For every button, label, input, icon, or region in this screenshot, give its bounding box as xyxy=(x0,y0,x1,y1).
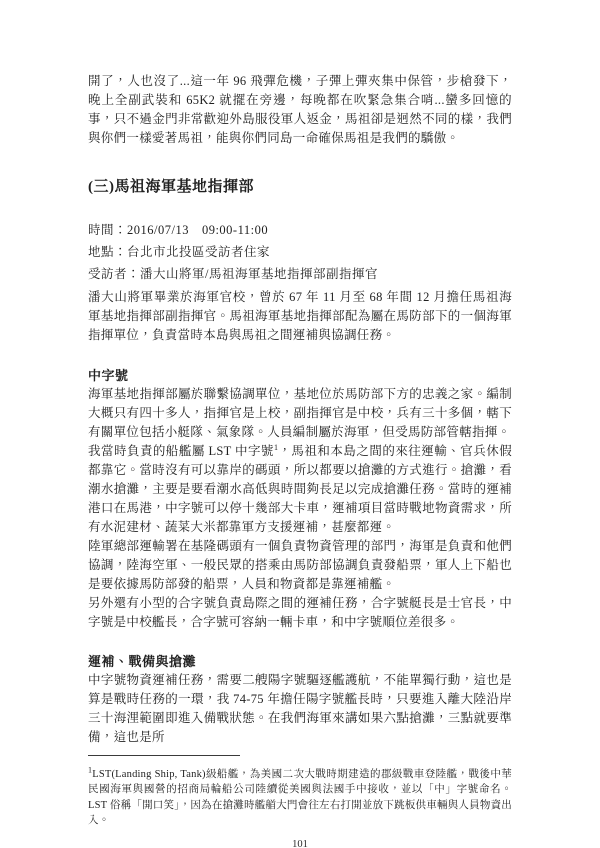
page-number: 101 xyxy=(292,839,308,848)
footnote-marker: 1 xyxy=(88,765,93,774)
subsection-heading-yunbu: 運補、戰備與搶灘 xyxy=(88,654,197,669)
paragraph-zhongzihao-4: 另外還有小型的合字號負責島際之間的運補任務，合字號艇長是士官長，中字號是中校艦長，合字號可容納一輛卡車，和中字號順位差很多。 xyxy=(88,596,512,629)
interview-meta xyxy=(88,219,512,285)
footnote xyxy=(88,767,512,829)
footnote-separator xyxy=(88,755,240,756)
subsection-heading-zhongzihao: 中字號 xyxy=(88,368,129,383)
paragraph-zhongzihao-2 xyxy=(88,442,512,537)
meta-time: 時間：2016/07/13 09:00-11:00 xyxy=(88,223,269,237)
paragraph-zhongzihao-2-pre: 我當時負責的船艦屬 LST 中字號 xyxy=(88,444,274,458)
paragraph-zhongzihao-1: 海軍基地指揮部屬於聯繫協調單位，基地位於馬防部下方的忠義之家。編制大概只有四十多人，指揮官是上校，副指揮官是中校，兵有三十多個，轄下有關單位包括小艇隊、氣象隊。人員編制屬於海軍，但受馬防部管轄指揮。 xyxy=(88,387,512,439)
meta-location: 地點：台北市北投區受訪者住家 xyxy=(88,245,271,259)
intro-paragraph: 開了，人也沒了...這一年 96 飛彈危機，子彈上彈夾集中保管，步槍發下，晚上全副武裝和 65K2 就擺在旁邊，每晚都在吹緊急集合哨...蠻多回憶的事，只不過金門非常歡迎外島服役軍人返金，馬祖卻是迥然不同的樣，我們與你們一樣愛著馬祖，能與你們同島一命確保馬祖是我們的驕傲。 xyxy=(88,74,512,145)
footnote-ref-1: 1 xyxy=(273,442,279,452)
bio-paragraph: 潘大山將軍畢業於海軍官校，曾於 67 年 11 月至 68 年間 12 月擔任馬祖海軍基地指揮部副指揮官。馬祖海軍基地指揮部配為屬在馬防部下的一個海軍指揮單位，負責當時本島與馬祖之間運補與協調任務。 xyxy=(88,290,512,342)
paragraph-zhongzihao-2-post: ，馬祖和本島之間的來往運輸、官兵休假都靠它。當時沒有可以靠岸的碼頭，所以都要以搶灘的方式進行。搶灘，看潮水搶灘，主要是要看潮水高低與時間夠長足以完成搶灘任務。當時的運補港口在馬港，中字號可以停十幾部大卡車，運補項目當時戰地物資需求，所有水泥建材、蔬菜大米都靠軍方支援運補，甚麼都運。 xyxy=(88,444,512,534)
meta-interviewee: 受訪者：潘大山將軍/馬祖海軍基地指揮部副指揮官 xyxy=(88,267,378,281)
paragraph-yunbu-1: 中字號物資運補任務，需要二艘陽字號驅逐艦護航，不能單獨行動，這也是算是戰時任務的一環，我 74-75 年擔任陽字號艦長時，只要進入離大陸沿岸三十海浬範圍即進入備戰狀態。在我們海軍來講如果六點搶灘，三點就要準備，這也是所 xyxy=(88,673,512,744)
paragraph-zhongzihao-3: 陸軍總部運輸署在基隆碼頭有一個負責物資管理的部門，海軍是負責和他們協調，陸海空軍、一般民眾的搭乘由馬防部協調負責發船票，軍人上下船也是要依據馬防部發的船票，人員和物資都是靠運補艦。 xyxy=(88,539,512,591)
footnote-text: LST(Landing Ship, Tank)級船艦，為美國二次大戰時期建造的郡級戰車登陸艦，戰後中華民國海軍與國營的招商局輪船公司陸續從美國與法國手中接收，並以「中」字號命名。LST 俗稱「開口笑」，因為在搶灘時艦艏大門會往左右打開並放下跳板供車輛與人員物資出入。 xyxy=(88,768,512,826)
chapter-heading: (三)馬祖海軍基地指揮部 xyxy=(88,179,254,195)
